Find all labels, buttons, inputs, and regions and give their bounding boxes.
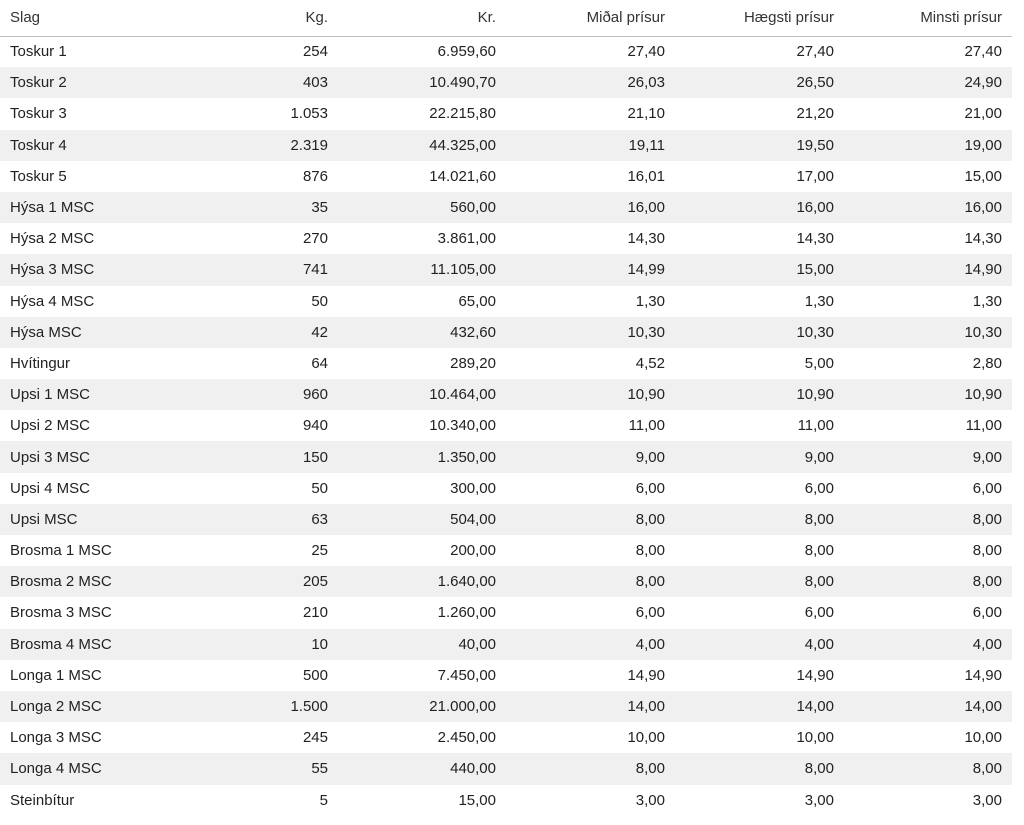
cell-average-price: 27,40 — [627, 43, 665, 61]
cell-slag: Upsi MSC — [10, 510, 78, 528]
cell-kg: 876 — [302, 167, 328, 185]
table-row — [0, 379, 1012, 410]
table-row — [0, 254, 1012, 285]
cell-slag: Brosma 1 MSC — [10, 542, 112, 560]
cell-average-price: 14,30 — [627, 230, 665, 248]
cell-slag: Toskur 2 — [10, 74, 67, 92]
cell-slag: Upsi 1 MSC — [10, 386, 91, 404]
cell-highest-price: 8,00 — [804, 573, 834, 591]
cell-highest-price: 8,00 — [804, 542, 834, 560]
cell-slag: Hýsa 4 MSC — [10, 292, 95, 310]
cell-average-price: 11,00 — [628, 417, 665, 435]
table-row — [0, 629, 1012, 660]
cell-lowest-price: 9,00 — [972, 448, 1002, 466]
cell-highest-price: 26,50 — [796, 74, 834, 92]
cell-average-price: 4,52 — [635, 354, 665, 372]
cell-kg: 403 — [302, 74, 328, 92]
cell-slag: Steinbítur — [10, 791, 75, 809]
table-row — [0, 535, 1012, 566]
cell-average-price: 16,01 — [627, 167, 665, 185]
cell-kg: 500 — [302, 666, 328, 684]
cell-highest-price: 21,20 — [796, 105, 834, 123]
column-header-slag: Slag — [0, 0, 170, 36]
table-row — [0, 785, 1012, 816]
cell-kr: 440,00 — [450, 760, 496, 778]
cell-kr: 1.260,00 — [437, 604, 496, 622]
cell-lowest-price: 4,00 — [972, 635, 1002, 653]
cell-average-price: 6,00 — [635, 604, 665, 622]
table-body — [0, 36, 1012, 816]
cell-highest-price: 5,00 — [804, 354, 834, 372]
cell-slag: Upsi 4 MSC — [10, 479, 91, 497]
cell-lowest-price: 16,00 — [964, 199, 1002, 217]
cell-highest-price: 14,00 — [796, 698, 834, 716]
cell-lowest-price: 21,00 — [964, 105, 1002, 123]
cell-kr: 560,00 — [450, 199, 496, 217]
cell-average-price: 21,10 — [627, 105, 665, 123]
cell-lowest-price: 10,00 — [964, 729, 1002, 747]
cell-kr: 432,60 — [450, 323, 496, 341]
cell-lowest-price: 10,30 — [964, 323, 1002, 341]
cell-average-price: 10,90 — [627, 386, 665, 404]
cell-lowest-price: 6,00 — [972, 604, 1002, 622]
cell-slag: Upsi 3 MSC — [10, 448, 91, 466]
table-header — [0, 0, 1012, 36]
cell-kr: 3.861,00 — [437, 230, 496, 248]
table-row — [0, 161, 1012, 192]
cell-kg: 150 — [302, 448, 328, 466]
table-row — [0, 223, 1012, 254]
cell-kg: 1.500 — [290, 698, 328, 716]
cell-kr: 1.350,00 — [437, 448, 496, 466]
cell-kr: 22.215,80 — [429, 105, 496, 123]
column-header-lowest-price: Minsti prísur — [844, 0, 1012, 36]
cell-average-price: 8,00 — [635, 542, 665, 560]
cell-average-price: 8,00 — [635, 510, 665, 528]
table-row — [0, 36, 1012, 67]
header-row — [0, 0, 1012, 36]
cell-kg: 940 — [302, 417, 328, 435]
table-row — [0, 597, 1012, 628]
cell-lowest-price: 24,90 — [964, 74, 1002, 92]
cell-kg: 5 — [319, 791, 328, 809]
column-header-kg: Kg. — [170, 0, 338, 36]
cell-kg: 50 — [311, 479, 328, 497]
cell-kg: 50 — [311, 292, 328, 310]
cell-slag: Toskur 1 — [10, 43, 67, 61]
column-header-kr: Kr. — [338, 0, 506, 36]
cell-kg: 245 — [302, 729, 328, 747]
cell-kg: 55 — [311, 760, 328, 778]
cell-kr: 44.325,00 — [429, 136, 496, 154]
cell-kr: 1.640,00 — [437, 573, 496, 591]
cell-lowest-price: 19,00 — [964, 136, 1002, 154]
cell-kr: 289,20 — [450, 354, 496, 372]
cell-kg: 63 — [311, 510, 328, 528]
cell-highest-price: 14,90 — [796, 666, 834, 684]
cell-slag: Longa 1 MSC — [10, 666, 102, 684]
cell-slag: Hvítingur — [10, 354, 71, 372]
cell-kr: 10.490,70 — [429, 74, 496, 92]
cell-kr: 10.340,00 — [429, 417, 496, 435]
cell-lowest-price: 8,00 — [972, 510, 1002, 528]
table-row — [0, 566, 1012, 597]
cell-average-price: 16,00 — [627, 199, 665, 217]
table-row — [0, 441, 1012, 472]
cell-average-price: 26,03 — [627, 74, 665, 92]
table-row — [0, 660, 1012, 691]
cell-slag: Upsi 2 MSC — [10, 417, 91, 435]
cell-kr: 504,00 — [450, 510, 496, 528]
cell-slag: Longa 4 MSC — [10, 760, 102, 778]
cell-lowest-price: 8,00 — [972, 542, 1002, 560]
cell-average-price: 8,00 — [635, 760, 665, 778]
cell-lowest-price: 8,00 — [972, 573, 1002, 591]
table-row — [0, 410, 1012, 441]
cell-average-price: 10,30 — [627, 323, 665, 341]
cell-lowest-price: 14,90 — [964, 261, 1002, 279]
column-header-highest-price: Hægsti prísur — [675, 0, 844, 36]
cell-kr: 300,00 — [450, 479, 496, 497]
cell-average-price: 1,30 — [635, 292, 665, 310]
cell-slag: Brosma 2 MSC — [10, 573, 112, 591]
cell-highest-price: 6,00 — [804, 479, 834, 497]
cell-kr: 10.464,00 — [429, 386, 496, 404]
table-row — [0, 192, 1012, 223]
cell-lowest-price: 3,00 — [972, 791, 1002, 809]
cell-highest-price: 6,00 — [804, 604, 834, 622]
cell-slag: Longa 2 MSC — [10, 698, 102, 716]
cell-slag: Longa 3 MSC — [10, 729, 102, 747]
column-header-average-price: Miðal prísur — [506, 0, 675, 36]
table-row — [0, 286, 1012, 317]
cell-lowest-price: 1,30 — [972, 292, 1002, 310]
cell-lowest-price: 15,00 — [964, 167, 1002, 185]
cell-lowest-price: 8,00 — [972, 760, 1002, 778]
cell-slag: Hýsa 2 MSC — [10, 230, 95, 248]
cell-slag: Brosma 3 MSC — [10, 604, 112, 622]
cell-kg: 10 — [311, 635, 328, 653]
cell-highest-price: 9,00 — [804, 448, 834, 466]
table-row — [0, 504, 1012, 535]
cell-kg: 1.053 — [290, 105, 328, 123]
cell-lowest-price: 14,00 — [964, 698, 1002, 716]
table-row — [0, 317, 1012, 348]
table-row — [0, 473, 1012, 504]
cell-kg: 960 — [302, 386, 328, 404]
cell-highest-price: 17,00 — [796, 167, 834, 185]
cell-kg: 741 — [302, 261, 328, 279]
cell-lowest-price: 10,90 — [964, 386, 1002, 404]
cell-lowest-price: 14,90 — [964, 666, 1002, 684]
cell-kr: 6.959,60 — [437, 43, 496, 61]
cell-kg: 210 — [302, 604, 328, 622]
table-row — [0, 98, 1012, 129]
cell-slag: Hýsa 1 MSC — [10, 199, 95, 217]
cell-highest-price: 1,30 — [804, 292, 834, 310]
cell-lowest-price: 2,80 — [972, 354, 1002, 372]
cell-kr: 15,00 — [458, 791, 496, 809]
cell-slag: Brosma 4 MSC — [10, 635, 112, 653]
cell-lowest-price: 14,30 — [964, 230, 1002, 248]
cell-highest-price: 10,90 — [796, 386, 834, 404]
cell-slag: Toskur 4 — [10, 136, 67, 154]
cell-highest-price: 15,00 — [796, 261, 834, 279]
cell-kr: 2.450,00 — [437, 729, 496, 747]
cell-kg: 64 — [311, 354, 328, 372]
cell-highest-price: 3,00 — [804, 791, 834, 809]
table-row — [0, 691, 1012, 722]
cell-average-price: 3,00 — [635, 791, 665, 809]
cell-kr: 65,00 — [458, 292, 496, 310]
cell-average-price: 14,00 — [627, 698, 665, 716]
cell-kr: 21.000,00 — [429, 698, 496, 716]
cell-kr: 14.021,60 — [429, 167, 496, 185]
table-row — [0, 722, 1012, 753]
cell-highest-price: 8,00 — [804, 760, 834, 778]
cell-slag: Hýsa 3 MSC — [10, 261, 95, 279]
cell-kr: 40,00 — [458, 635, 496, 653]
cell-average-price: 14,99 — [627, 261, 665, 279]
table-row — [0, 67, 1012, 98]
table-row — [0, 348, 1012, 379]
cell-highest-price: 16,00 — [796, 199, 834, 217]
cell-kr: 11.105,00 — [430, 261, 496, 279]
cell-kr: 200,00 — [450, 542, 496, 560]
cell-slag: Hýsa MSC — [10, 323, 82, 341]
cell-kg: 205 — [302, 573, 328, 591]
cell-lowest-price: 27,40 — [964, 43, 1002, 61]
cell-highest-price: 8,00 — [804, 510, 834, 528]
cell-kg: 42 — [311, 323, 328, 341]
table-row — [0, 753, 1012, 784]
cell-highest-price: 11,00 — [797, 417, 834, 435]
cell-highest-price: 10,00 — [796, 729, 834, 747]
cell-average-price: 4,00 — [635, 635, 665, 653]
table-row — [0, 130, 1012, 161]
cell-slag: Toskur 3 — [10, 105, 67, 123]
cell-lowest-price: 6,00 — [972, 479, 1002, 497]
cell-average-price: 10,00 — [627, 729, 665, 747]
cell-average-price: 9,00 — [635, 448, 665, 466]
cell-kg: 254 — [302, 43, 328, 61]
cell-average-price: 19,11 — [628, 136, 665, 154]
cell-highest-price: 4,00 — [804, 635, 834, 653]
cell-kg: 25 — [311, 542, 328, 560]
cell-lowest-price: 11,00 — [965, 417, 1002, 435]
cell-average-price: 8,00 — [635, 573, 665, 591]
cell-slag: Toskur 5 — [10, 167, 67, 185]
cell-average-price: 6,00 — [635, 479, 665, 497]
cell-kg: 2.319 — [290, 136, 328, 154]
cell-kg: 35 — [311, 199, 328, 217]
cell-highest-price: 10,30 — [796, 323, 834, 341]
cell-average-price: 14,90 — [627, 666, 665, 684]
cell-highest-price: 27,40 — [796, 43, 834, 61]
cell-highest-price: 19,50 — [796, 136, 834, 154]
cell-kr: 7.450,00 — [437, 666, 496, 684]
cell-kg: 270 — [302, 230, 328, 248]
cell-highest-price: 14,30 — [796, 230, 834, 248]
